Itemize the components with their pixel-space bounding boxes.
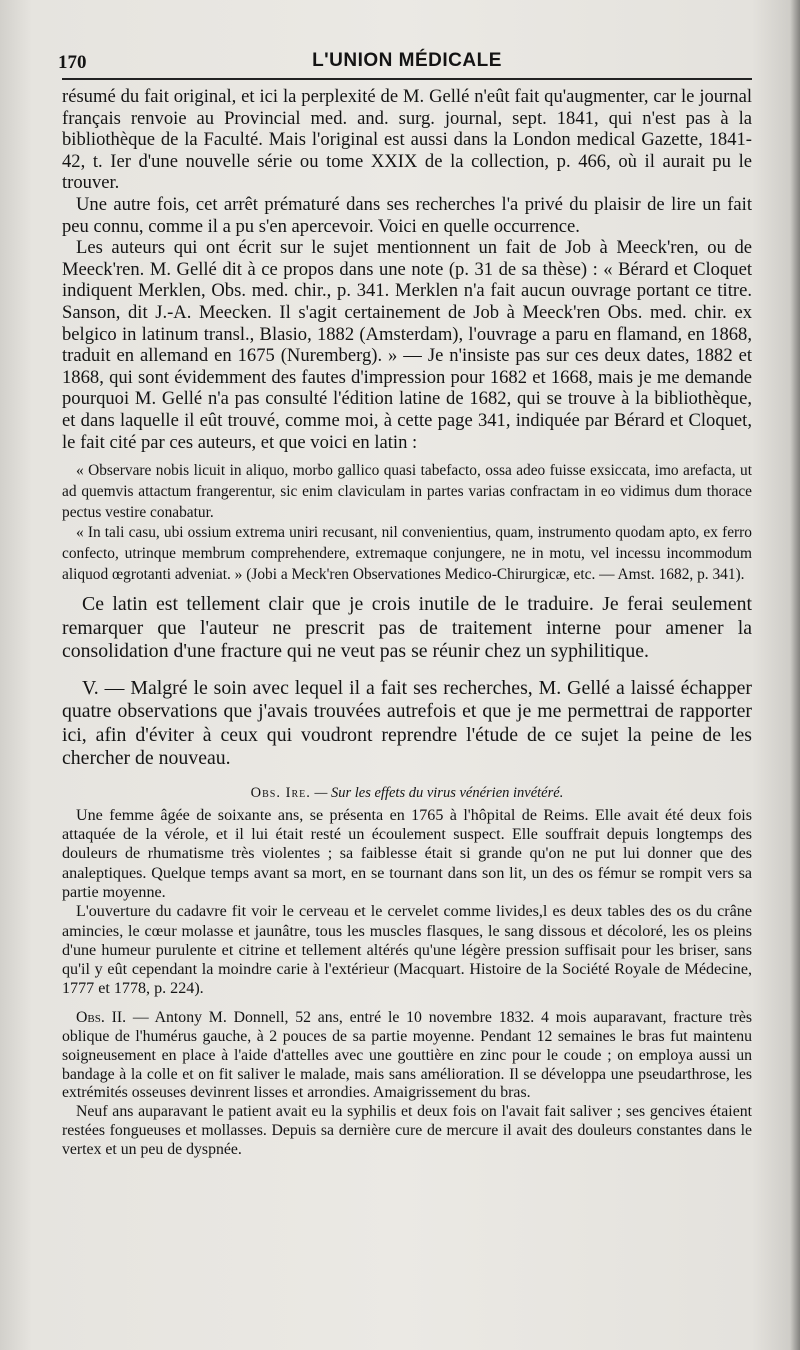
observation-paragraph: Neuf ans auparavant le patient avait eu la syphilis et deux fois on l'avait fait saliver ; ses gencives étaient restées fongueuses et mollasses. Depuis sa dernière cure de mercure il avait des douleurs constantes dans le vertex et un peu de dyspnée. (62, 1103, 752, 1159)
page-header (58, 48, 752, 80)
quote-paragraph: « In tali casu, ubi ossium extrema uniri recusant, nil convenientius, quam, instrumento quodam apto, ex ferro confecto, utrinque membrum comprehendere, extremaque conjungere, ne in motu, vel incessu incommodum aliquod œgrotanti adveniat. » (Jobi a Meck'ren Observationes Medico-Chirurgicæ, etc. — Amst. 1682, p. 341). (62, 524, 752, 583)
observation-2 (62, 1009, 752, 1160)
observation-heading (62, 785, 752, 802)
paragraph: V. — Malgré le soin avec lequel il a fait ses recherches, M. Gellé a laissé échapper quatre observations que j'avais trouvées autrefois et que je me permettrai de rapporter ici, afin d'éviter à ceux qui voudront reprendre l'étude de ce sujet la peine de les chercher de nouveau. (62, 676, 752, 770)
paragraph: Une autre fois, cet arrêt prématuré dans ses recherches l'a privé du plaisir de lire un fait peu connu, comme il a pu s'en apercevoir. Voici en quelle occurrence. (62, 193, 752, 237)
latin-quotation (62, 461, 752, 585)
observation-label: Obs. Ire. (250, 784, 311, 801)
page-edge-shadow (790, 0, 800, 1350)
paragraph: résumé du fait original, et ici la perplexité de M. Gellé n'eût fait qu'augmenter, car le journal français renvoie au Provincial med. and. surg. journal, sept. 1841, qui n'est pas à la bibliothèque de la Faculté. Mais l'original est aussi dans la London medical Gazette, 1841-42, t. Ier d'une nouvelle série ou tome XXIX de la collection, p. 466, où il aurait pu le trouver. (62, 86, 752, 194)
observation-paragraph: L'ouverture du cadavre fit voir le cerveau et le cervelet comme livides,l es deux tables des os du crâne amincies, le cœur molasse et jaunâtre, tous les muscles flasques, le sang dissous et décoloré, les os pleins d'une humeur purulente et citrine et tellement altérés qu'une légère pression suffisait pour les briser, sans qu'il y eût cependant la moindre carie à l'extérieur (Macquart. Histoire de la Société Royale de Médecine, 1777 et 1778, p. 224). (62, 903, 752, 998)
main-text (62, 86, 752, 453)
paragraph: Ce latin est tellement clair que je crois inutile de le traduire. Je ferai seulement remarquer que l'auteur ne prescrit pas de traitement interne pour amener la consolidation d'une fracture qui ne veut pas se réunir chez un syphilitique. (62, 593, 752, 663)
quote-paragraph: « Observare nobis licuit in aliquo, morbo gallico quasi tabefacto, ossa adeo fuisse exsiccata, imo arefacta, ut ad quemvis attactum frangerentur, sic enim claviculam in partes varias confractam in eo vidimus dum thorace pectus vestire conabatur. (62, 462, 752, 521)
running-title: L'UNION MÉDICALE (312, 50, 502, 71)
observation-title: — Sur les effets du virus vénérien invétéré. (314, 784, 564, 801)
observation-1 (62, 806, 752, 999)
commentary-text (62, 593, 752, 771)
observation-text: — Antony M. Donnell, 52 ans, entré le 10 novembre 1832. 4 mois auparavant, fracture très oblique de l'humérus gauche, à 2 pouces de sa partie moyenne. Pendant 12 semaines le bras fut maintenu soigneusement en place à l'aide d'attelles avec une gouttière en zinc pour le coude ; on employa aussi un bandage à la colle et on fit saliver le malade, mais sans amélioration. Il se développa une pseudarthrose, les extrémités osseuses devinrent lisses et arrondies. Amaigrissement du bras. (62, 1008, 752, 1102)
page-number: 170 (58, 52, 87, 73)
observation-paragraph (62, 1009, 752, 1104)
observation-label: Obs. II. (76, 1008, 127, 1026)
observation-paragraph: Une femme âgée de soixante ans, se présenta en 1765 à l'hôpital de Reims. Elle avait été deux fois attaquée de la vérole, et il lui était resté un écoulement suspect. Elle souffrait depuis longtemps des douleurs de rhumatisme très violentes ; sa faiblesse était si grande qu'on ne put lui donner que des analeptiques. Quelque temps avant sa mort, en se tournant dans son lit, un des os fémur se rompit vers sa partie moyenne. (62, 806, 752, 901)
paragraph: Les auteurs qui ont écrit sur le sujet mentionnent un fait de Job à Meeck'ren, ou de Meeck'ren. M. Gellé dit à ce propos dans une note (p. 31 de sa thèse) : « Bérard et Cloquet indiquent Merklen, Obs. med. chir., p. 341. Merklen n'a fait aucun ouvrage portant ce titre. Sanson, dit J.-A. Meecken. Il s'agit certainement de Job à Meeck'ren Obs. med. chir. ex belgico in latinum transl., Blasio, 1882 (Amsterdam), l'ouvrage a paru en flamand, en 1868, traduit en allemand en 1675 (Nuremberg). » — Je n'insiste pas sur ces deux dates, 1882 et 1868, qui sont évidemment des fautes d'impression pour 1682 et 1668, mais je me demande pourquoi M. Gellé n'a pas consulté l'édition latine de 1682, qui se trouve à la bibliothèque, et dans laquelle il eût trouvé, comme moi, à cette page 341, indiquée par Bérard et Cloquet, le fait cité par ces auteurs, et que voici en latin : (62, 237, 752, 453)
